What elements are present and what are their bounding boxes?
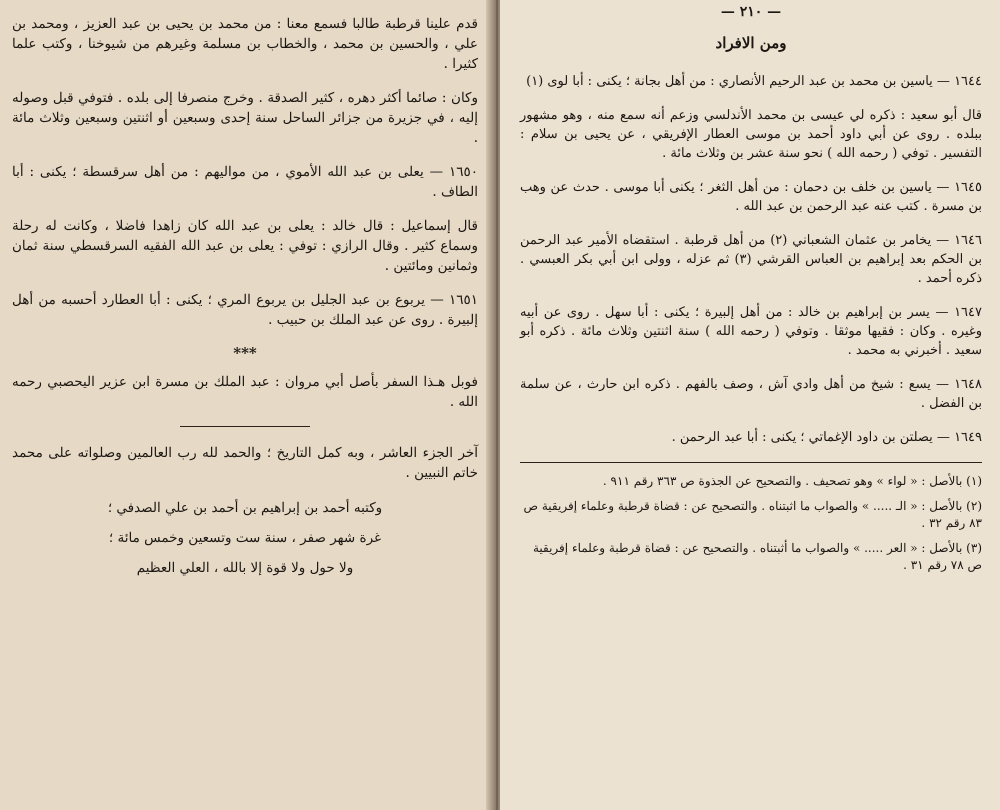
right-page [500, 0, 1000, 810]
footnote-2: (٢) بالأصل : « الـ ..... » والصواب ما اثبتناه . والتصحيح عن : قضاة قرطبة وعلماء إفريقية ص ٨٣ رقم ٣٢ . [523, 499, 982, 530]
entry-1649: ١٦٤٩ — يصلتن بن داود الإغماتي ؛ يكنى : أبا عبد الرحمن . [671, 430, 982, 445]
footnote-1: (١) بالأصل : « لواء » وهو تصحيف . والتصحيح عن الجذوة ص ٣٦٣ رقم ٩١١ . [602, 474, 982, 488]
colophon-line-2: وكتبه أحمد بن إبراهيم بن أحمد بن علي الصدفي ؛ [107, 500, 383, 516]
entry-1651: ١٦٥١ — يربوع بن عبد الجليل بن يربوع المري ؛ يكنى : أبا العطارد أحسبه من أهل إلبيرة . روى عن عبد الملك بن حبيب . [12, 292, 478, 328]
entry-1644-detail: قال أبو سعيد : ذكره لي عيسى بن محمد الأندلسي وزعم أنه سمع منه ، وهو مشهور ببلده . روى عن أبي داود أحمد بن موسى العطار الإفريقي ، عن يحيى بن سلام : التفسير . توفي ( رحمه الله ) نحو سنة عشر بن وثلاث مائة . [520, 108, 982, 161]
footnote-rule [520, 462, 982, 463]
page-number: — ٢١٠ — [720, 4, 782, 20]
left-paragraph-1: قدم علينا قرطبة طالبا فسمع معنا : من محمد بن يحيى بن عبد العزيز ، ومحمد بن علي ، والحسين بن محمد ، والخطاب بن مسلمة وغيرهم من شيوخنا ، وكتب علما كثيرا . [12, 16, 478, 72]
colophon-line-1: آخر الجزء العاشر ، وبه كمل التاريخ ؛ والحمد لله رب العالمين وصلواته على محمد خاتم النبيين . [12, 445, 478, 481]
entry-1645: ١٦٤٥ — ياسين بن خلف بن دحمان : من أهل الثغر ؛ يكنى أبا موسى . حدث عن وهب بن مسرة . كتب عنه عبد الرحمن بن عبد الله . [520, 180, 982, 214]
colophon-rule [180, 426, 310, 427]
entry-1650: ١٦٥٠ — يعلى بن عبد الله الأموي ، من مواليهم : من أهل سرقسطة ؛ يكنى : أبا الطاف . [12, 164, 478, 200]
colophon-line-4: ولا حول ولا قوة إلا بالله ، العلي العظيم [136, 560, 354, 576]
entry-1647: ١٦٤٧ — يسر بن إبراهيم بن خالد : من أهل إلبيرة ؛ يكنى : أبا سهل . روى عن أبيه وغيره . وكان : فقيها موثقا . وتوفي ( رحمه الله ) سنة اثنتين وثلاث مائة . ذكره أبو سعيد . أخبرني به محمد . [520, 305, 982, 358]
section-divider-stars: *** [233, 344, 257, 362]
section-title: ومن الافراد [715, 34, 787, 52]
entry-1648: ١٦٤٨ — يسع : شيخ من أهل وادي آش ، وصف بالفهم . ذكره ابن حارث ، عن سلمة بن الفضل . [520, 377, 982, 411]
closing-line: فوبل هـذا السفر بأصل أبي مروان : عبد الملك بن مسرة ابن عزير اليحصبي رحمه الله . [12, 374, 478, 410]
left-paragraph-2: وكان : صائما أكثر دهره ، كثير الصدقة . وخرج منصرفا إلى بلده . فتوفي قبل وصوله إليه ، في جزيرة من جزائر الساحل سنة إحدى وسبعين أو اثنتين وسبعين وثلاث مائة . [12, 90, 478, 146]
left-paragraph-4: قال إسماعيل : قال خالد : يعلى بن عبد الله كان زاهدا فاضلا ، وكانت له رحلة وسماع كثير . وقال الرازي : توفي : يعلى بن عبد الله الفقيه السرقسطي سنة ثمان وثمانين ومائتين . [12, 218, 478, 274]
left-page [0, 0, 492, 810]
entry-1644: ١٦٤٤ — ياسين بن محمد بن عبد الرحيم الأنصاري : من أهل بجانة ؛ يكنى : أبا لوى (١) [526, 74, 982, 89]
colophon-line-3: غرة شهر صفر ، سنة ست وتسعين وخمس مائة ؛ [108, 530, 382, 546]
footnote-3: (٣) بالأصل : « العر ..... » والصواب ما أثبتناه . والتصحيح عن : قضاة قرطبة وعلماء إفريقية ص ٧٨ رقم ٣١ . [532, 541, 982, 572]
entry-1646: ١٦٤٦ — يخامر بن عثمان الشعباني (٢) من أهل قرطبة . استقضاه الأمير عبد الرحمن بن الحكم بعد إبراهيم بن العباس القرشي (٣) ثم عزله ، وولى ابن أبي بكر العبسي . ذكره أحمد . [520, 233, 982, 286]
